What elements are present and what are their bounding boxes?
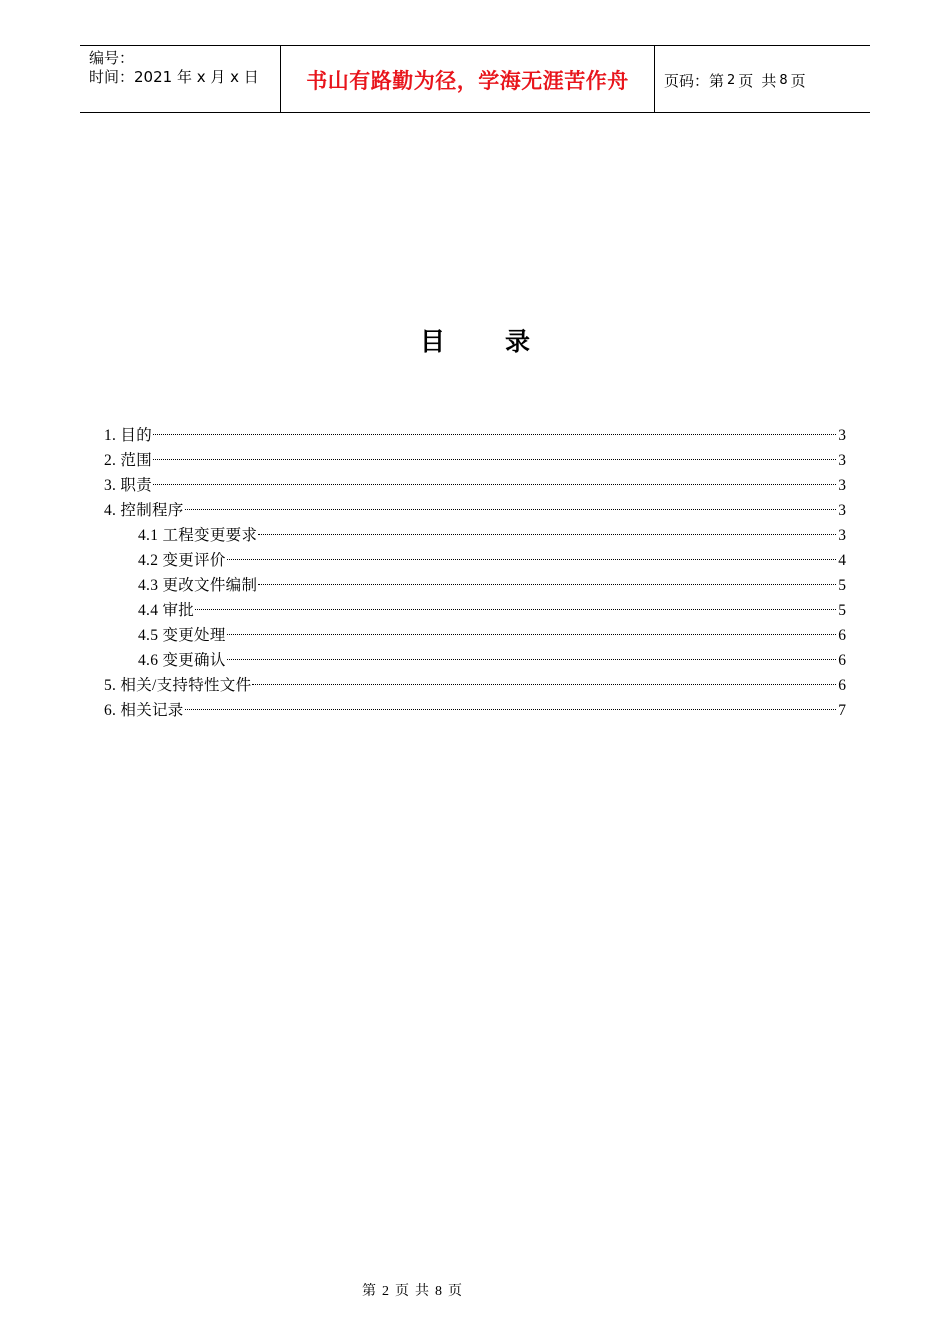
header-meta-cell <box>80 46 281 112</box>
footer-current: 2 <box>382 1284 389 1299</box>
toc-leader-dots <box>258 515 836 540</box>
toc-entry-page: 7 <box>838 702 846 719</box>
toc-entry[interactable] <box>104 440 846 469</box>
toc-entry-page: 6 <box>838 627 846 644</box>
toc-title-part1: 目 <box>419 327 445 356</box>
toc-title <box>0 322 950 358</box>
header-motto: 书山有路勤为径，学海无涯苦作舟 <box>306 69 629 93</box>
toc-entry-label: 4.1 工程变更要求 <box>138 527 258 544</box>
header-page-prefix: 页码：第 <box>664 71 725 90</box>
toc-entry-label: 5. 相关/支持特性文件 <box>104 677 252 694</box>
header-page-total-prefix: 共 <box>761 71 777 90</box>
toc-leader-dots <box>252 665 836 690</box>
document-date: 时间：2021 年 x 月 x 日 <box>89 68 259 86</box>
toc-entry-page: 5 <box>838 577 846 594</box>
toc-title-part2: 录 <box>505 327 531 356</box>
toc-entry-page: 4 <box>838 552 846 569</box>
toc-leader-dots <box>227 615 836 640</box>
header-page-mid: 页 <box>738 71 754 90</box>
document-header <box>80 45 870 113</box>
toc-entry[interactable] <box>104 590 846 619</box>
toc-entry[interactable] <box>104 515 846 544</box>
header-motto-cell <box>281 46 655 112</box>
toc-entry-page: 3 <box>838 477 846 494</box>
toc-entry-label: 4.5 变更处理 <box>138 627 226 644</box>
toc-entry-page: 3 <box>838 527 846 544</box>
footer-prefix: 第 <box>362 1284 376 1299</box>
header-page-suffix: 页 <box>790 71 806 90</box>
toc-leader-dots <box>153 440 836 465</box>
toc-leader-dots <box>153 465 836 490</box>
page-footer <box>0 1280 950 1300</box>
toc-entry[interactable] <box>104 690 846 719</box>
toc-entry-page: 6 <box>838 677 846 694</box>
footer-total-prefix: 共 <box>415 1284 429 1299</box>
toc-entry-label: 4.6 变更确认 <box>138 652 226 669</box>
header-page-cell <box>655 46 870 112</box>
toc-entry-label: 3. 职责 <box>104 477 153 494</box>
footer-suffix: 页 <box>448 1284 462 1299</box>
toc-entry-label: 4.4 审批 <box>138 602 195 619</box>
table-of-contents <box>104 415 846 719</box>
toc-entry[interactable] <box>104 465 846 494</box>
footer-mid: 页 <box>395 1284 409 1299</box>
toc-leader-dots <box>227 640 836 665</box>
toc-entry-label: 4. 控制程序 <box>104 502 184 519</box>
toc-entry-page: 3 <box>838 427 846 444</box>
toc-entry-label: 4.2 变更评价 <box>138 552 226 569</box>
toc-leader-dots <box>185 690 836 715</box>
toc-entry-page: 3 <box>838 452 846 469</box>
header-page-total: 8 <box>779 72 788 88</box>
toc-entry-label: 1. 目的 <box>104 427 153 444</box>
toc-entry-page: 3 <box>838 502 846 519</box>
toc-entry-page: 6 <box>838 652 846 669</box>
toc-entry-page: 5 <box>838 602 846 619</box>
toc-leader-dots <box>153 415 836 440</box>
toc-leader-dots <box>185 490 836 515</box>
toc-leader-dots <box>258 565 836 590</box>
header-page-current: 2 <box>727 72 736 88</box>
footer-total: 8 <box>435 1284 442 1299</box>
toc-leader-dots <box>195 590 836 615</box>
toc-entry-label: 6. 相关记录 <box>104 702 184 719</box>
toc-entry-label: 2. 范围 <box>104 452 153 469</box>
toc-entry[interactable] <box>104 615 846 644</box>
toc-entry-label: 4.3 更改文件编制 <box>138 577 258 594</box>
toc-entry[interactable] <box>104 415 846 444</box>
toc-entry[interactable] <box>104 490 846 519</box>
toc-leader-dots <box>227 540 836 565</box>
document-number-label: 编号： <box>89 49 135 67</box>
